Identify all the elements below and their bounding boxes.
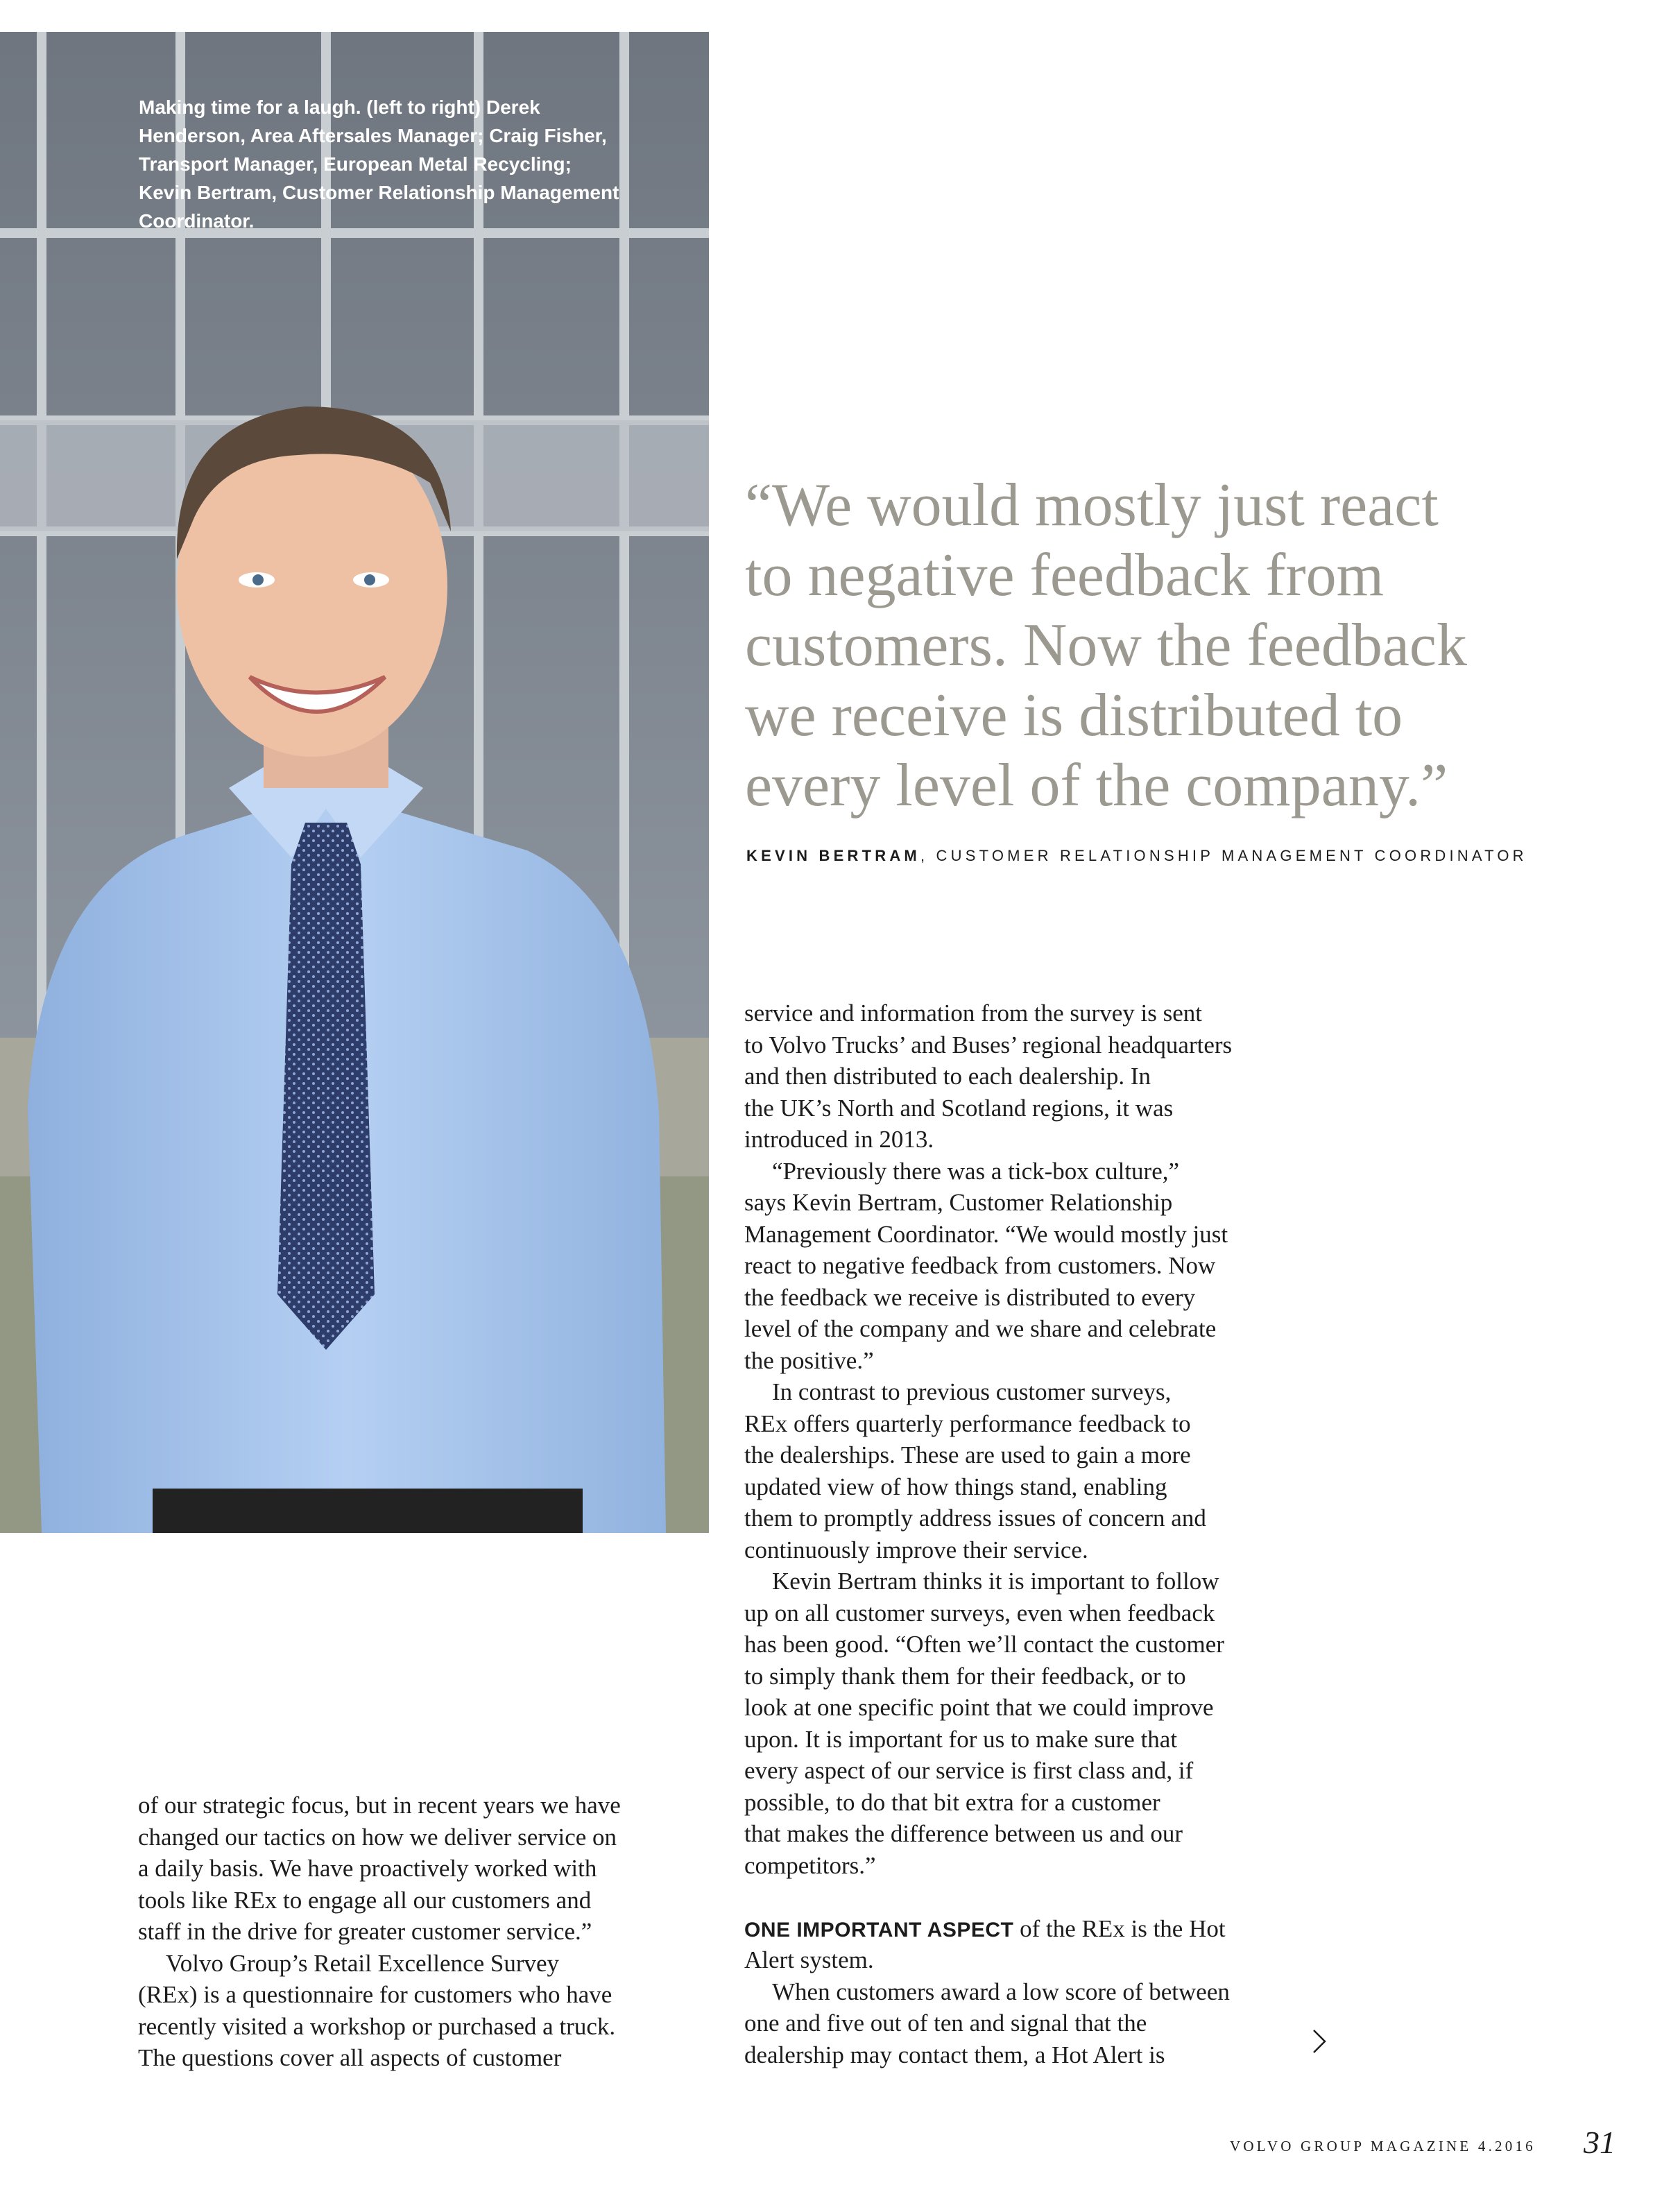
portrait-illustration bbox=[0, 32, 709, 1533]
body-line: changed our tactics on how we deliver service on bbox=[138, 1823, 617, 1851]
body-line: level of the company and we share and celebrate bbox=[744, 1315, 1217, 1342]
body-line: “Previously there was a tick-box culture,” bbox=[772, 1157, 1180, 1185]
body-line: to Volvo Trucks’ and Buses’ regional headquarters bbox=[744, 1031, 1233, 1058]
body-line: the UK’s North and Scotland regions, it was bbox=[744, 1094, 1174, 1122]
body-line: says Kevin Bertram, Customer Relationship bbox=[744, 1189, 1173, 1216]
body-line: a daily basis. We have proactively worked with bbox=[138, 1855, 597, 1882]
body-line: dealership may contact them, a Hot Alert is bbox=[744, 2041, 1165, 2068]
attribution-name: KEVIN BERTRAM bbox=[746, 847, 920, 864]
pull-quote-line: we receive is distributed to bbox=[745, 682, 1403, 749]
body-line: The questions cover all aspects of customer bbox=[138, 2044, 562, 2071]
body-line: tools like REx to engage all our customers and bbox=[138, 1886, 592, 1914]
caption-line: Coordinator. bbox=[139, 210, 255, 232]
pull-quote-line: “We would mostly just react bbox=[745, 472, 1439, 539]
body-line: recently visited a workshop or purchased a truck. bbox=[138, 2012, 616, 2040]
body-line: upon. It is important for us to make sure that bbox=[744, 1725, 1178, 1753]
body-line: Volvo Group’s Retail Excellence Survey bbox=[166, 1949, 560, 1977]
body-line: (REx) is a questionnaire for customers who have bbox=[138, 1981, 612, 2008]
body-line: has been good. “Often we’ll contact the customer bbox=[744, 1631, 1224, 1658]
pull-quote bbox=[745, 470, 1584, 821]
body-line: of our strategic focus, but in recent years we have bbox=[138, 1792, 621, 1819]
body-line: up on all customer surveys, even when feedback bbox=[744, 1599, 1215, 1627]
body-line: continuously improve their service. bbox=[744, 1536, 1088, 1563]
body-line: to simply thank them for their feedback, or to bbox=[744, 1662, 1186, 1690]
body-line: In contrast to previous customer surveys, bbox=[772, 1378, 1172, 1405]
body-line: REx offers quarterly performance feedback to bbox=[744, 1409, 1191, 1437]
body-line: one and five out of ten and signal that the bbox=[744, 2009, 1147, 2037]
subhead-continuation: of the REx is the Hot bbox=[1013, 1914, 1226, 1942]
body-line: staff in the drive for greater customer service.” bbox=[138, 1918, 592, 1945]
body-line: competitors.” bbox=[744, 1851, 876, 1879]
chevron-right-icon bbox=[1311, 2029, 1328, 2054]
quote-attribution bbox=[746, 847, 1662, 865]
body-line: Kevin Bertram thinks it is important to follow bbox=[772, 1568, 1219, 1595]
photo-caption bbox=[139, 93, 666, 235]
body-line: the feedback we receive is distributed to every bbox=[744, 1283, 1196, 1311]
portrait-photo bbox=[0, 32, 709, 1533]
body-line: Alert system. bbox=[744, 1946, 874, 1973]
body-line: Management Coordinator. “We would mostly just bbox=[744, 1220, 1228, 1248]
body-line: and then distributed to each dealership. In bbox=[744, 1063, 1151, 1090]
body-line: introduced in 2013. bbox=[744, 1126, 934, 1153]
body-column-left bbox=[138, 1790, 621, 2074]
body-column-right bbox=[744, 997, 1232, 2070]
subhead-line bbox=[744, 1913, 1232, 1945]
pull-quote-line: every level of the company.” bbox=[745, 752, 1448, 819]
caption-line: Transport Manager, European Metal Recycling; bbox=[139, 153, 572, 175]
body-line: service and information from the survey is sent bbox=[744, 1000, 1202, 1027]
pull-quote-line: customers. Now the feedback bbox=[745, 612, 1467, 679]
body-line: possible, to do that bit extra for a customer bbox=[744, 1788, 1160, 1816]
body-line: When customers award a low score of between bbox=[772, 1978, 1230, 2005]
body-line: them to promptly address issues of concern and bbox=[744, 1504, 1206, 1532]
body-line: the positive.” bbox=[744, 1346, 874, 1374]
caption-line: Kevin Bertram, Customer Relationship Management bbox=[139, 182, 619, 203]
body-line: updated view of how things stand, enabling bbox=[744, 1473, 1167, 1500]
pull-quote-line: to negative feedback from bbox=[745, 542, 1385, 609]
section-subhead: ONE IMPORTANT ASPECT bbox=[744, 1918, 1014, 1941]
page-number: 31 bbox=[1584, 2125, 1615, 2160]
caption-line: Making time for a laugh. (left to right) Derek bbox=[139, 96, 540, 118]
caption-line: Henderson, Area Aftersales Manager; Craig Fisher, bbox=[139, 125, 607, 146]
paragraph-gap bbox=[744, 1881, 1232, 1913]
footer-magazine-title: VOLVO GROUP MAGAZINE 4.2016 bbox=[1230, 2138, 1536, 2154]
body-line: every aspect of our service is first class and, if bbox=[744, 1757, 1194, 1784]
body-line: look at one specific point that we could improve bbox=[744, 1694, 1214, 1721]
attribution-role: , CUSTOMER RELATIONSHIP MANAGEMENT COORDINATOR bbox=[920, 847, 1527, 864]
body-line: react to negative feedback from customers. Now bbox=[744, 1252, 1216, 1279]
body-line: the dealerships. These are used to gain a more bbox=[744, 1441, 1191, 1468]
body-line: that makes the difference between us and our bbox=[744, 1820, 1183, 1847]
